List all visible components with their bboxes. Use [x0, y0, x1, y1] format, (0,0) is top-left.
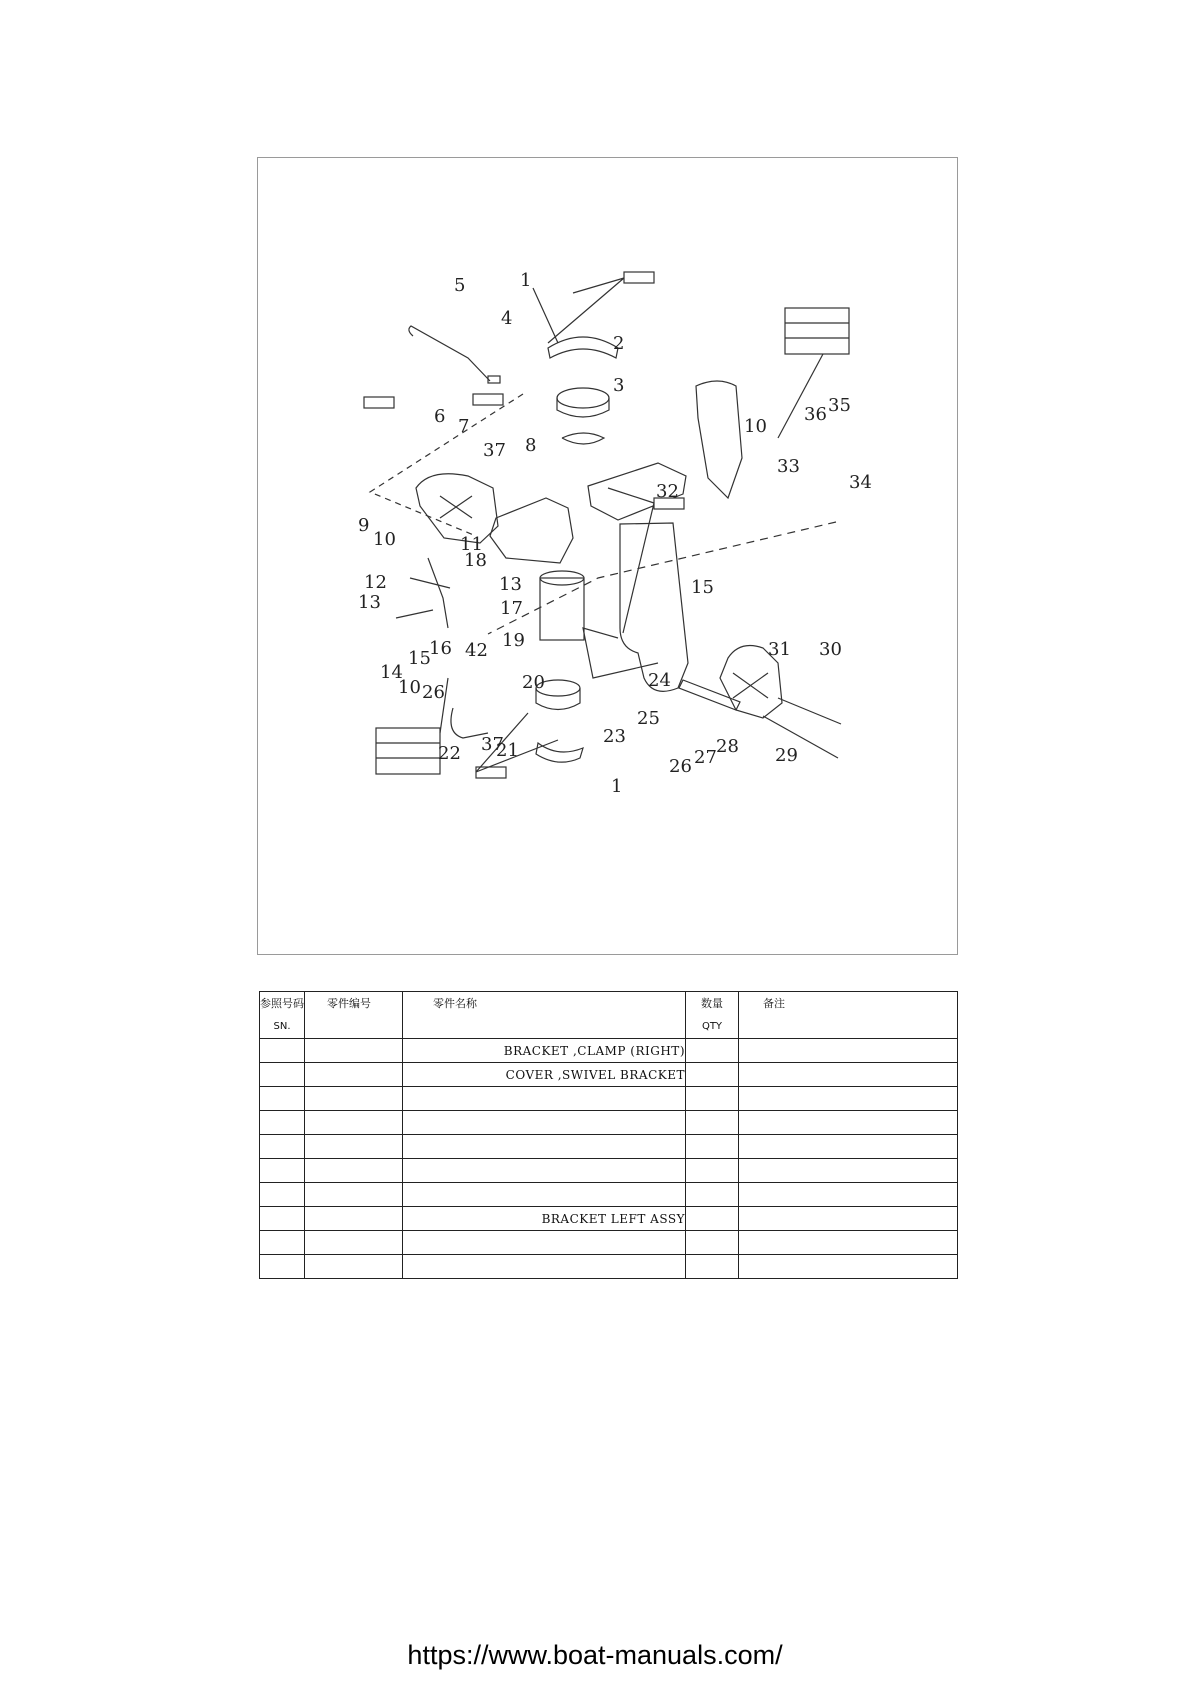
callout-5: 5	[454, 275, 466, 296]
cell-sn	[260, 1183, 305, 1207]
callout-10: 10	[398, 677, 421, 698]
callout-2: 2	[613, 333, 625, 354]
callout-20: 20	[522, 672, 545, 693]
parts-list-table	[259, 991, 958, 1279]
cell-remarks	[739, 1159, 958, 1183]
cell-remarks	[739, 1087, 958, 1111]
cell-sn	[260, 1159, 305, 1183]
rod-part	[409, 326, 490, 381]
callout-26: 26	[422, 682, 445, 703]
link-part	[428, 558, 448, 628]
cell-remarks	[739, 1207, 958, 1231]
callout-11: 11	[460, 534, 483, 555]
table-row	[260, 1087, 958, 1111]
callout-22: 22	[438, 743, 461, 764]
cell-part-name	[403, 1087, 686, 1111]
header-ref-no-en: SN.	[273, 1021, 291, 1032]
cell-remarks	[739, 1255, 958, 1279]
cell-sn	[260, 1039, 305, 1063]
callout-34: 34	[849, 472, 872, 493]
table-row	[260, 1063, 958, 1087]
cell-part-no	[305, 1039, 403, 1063]
cell-qty	[686, 1231, 739, 1255]
cell-sn	[260, 1087, 305, 1111]
callout-3: 3	[613, 375, 625, 396]
callout-4: 4	[501, 308, 513, 329]
table-row	[260, 1159, 958, 1183]
cell-qty	[686, 1207, 739, 1231]
cell-qty	[686, 1183, 739, 1207]
cell-qty	[686, 1111, 739, 1135]
callout-28: 28	[716, 736, 739, 757]
callout-27: 27	[694, 747, 717, 768]
callout-32: 32	[656, 481, 679, 502]
cell-remarks	[739, 1231, 958, 1255]
cell-part-no	[305, 1159, 403, 1183]
callout-42: 42	[465, 640, 488, 661]
callout-1: 1	[611, 776, 623, 797]
table-row	[260, 1135, 958, 1159]
table-row	[260, 1255, 958, 1279]
cell-sn	[260, 1255, 305, 1279]
cell-part-name: BRACKET ,CLAMP (RIGHT)	[403, 1039, 686, 1063]
cell-remarks	[739, 1063, 958, 1087]
callout-29: 29	[775, 745, 798, 766]
callout-8: 8	[525, 435, 537, 456]
callout-13: 13	[499, 574, 522, 595]
callout-9: 9	[358, 515, 370, 536]
header-ref-no: 参照号码	[260, 997, 304, 1010]
header-part-name: 零件名称	[433, 997, 477, 1010]
cell-qty	[686, 1063, 739, 1087]
callout-10: 10	[373, 529, 396, 550]
header-qty: 数量	[701, 997, 723, 1010]
cell-part-name	[403, 1159, 686, 1183]
cell-sn	[260, 1063, 305, 1087]
table-header-row	[260, 992, 958, 1039]
callout-31: 31	[768, 639, 791, 660]
table-row	[260, 1183, 958, 1207]
spring-part	[562, 433, 604, 444]
cell-qty	[686, 1039, 739, 1063]
callout-19: 19	[502, 630, 525, 651]
callout-23: 23	[603, 726, 626, 747]
diagram-drawing	[258, 158, 959, 956]
nut-part	[488, 376, 500, 383]
callout-36: 36	[804, 404, 827, 425]
tilt-bracket-part	[696, 381, 742, 498]
cell-qty	[686, 1087, 739, 1111]
callout-13: 13	[358, 592, 381, 613]
table-row	[260, 1207, 958, 1231]
callout-6: 6	[434, 406, 446, 427]
cell-sn	[260, 1207, 305, 1231]
callout-16: 16	[429, 638, 452, 659]
cell-part-name	[403, 1135, 686, 1159]
cell-part-no	[305, 1183, 403, 1207]
footer-url: https://www.boat-manuals.com/	[407, 1640, 783, 1670]
cell-part-no	[305, 1231, 403, 1255]
cell-part-name	[403, 1183, 686, 1207]
table-row	[260, 1039, 958, 1063]
swivel-tube-part	[620, 523, 688, 691]
callout-10: 10	[744, 416, 767, 437]
callout-30: 30	[819, 639, 842, 660]
cell-remarks	[739, 1111, 958, 1135]
cell-part-no	[305, 1063, 403, 1087]
callout-35: 35	[828, 395, 851, 416]
callout-17: 17	[500, 598, 523, 619]
shaft-part	[540, 578, 584, 640]
table-row	[260, 1231, 958, 1255]
cell-part-no	[305, 1255, 403, 1279]
cell-part-name	[403, 1255, 686, 1279]
bolt-part	[778, 698, 841, 724]
cell-part-no	[305, 1111, 403, 1135]
cell-part-name	[403, 1111, 686, 1135]
header-remarks: 备注	[763, 997, 785, 1010]
collar-part	[557, 388, 609, 408]
cell-qty	[686, 1255, 739, 1279]
callout-25: 25	[637, 708, 660, 729]
cell-part-no	[305, 1135, 403, 1159]
cell-remarks	[739, 1039, 958, 1063]
cell-sn	[260, 1135, 305, 1159]
table-row	[260, 1111, 958, 1135]
cell-part-no	[305, 1207, 403, 1231]
cell-part-name	[403, 1231, 686, 1255]
callout-33: 33	[777, 456, 800, 477]
cell-part-name: COVER ,SWIVEL BRACKET	[403, 1063, 686, 1087]
cell-remarks	[739, 1183, 958, 1207]
callout-37: 37	[481, 734, 504, 755]
cell-qty	[686, 1135, 739, 1159]
callout-1: 1	[520, 270, 532, 291]
callout-37: 37	[483, 440, 506, 461]
callout-24: 24	[648, 670, 671, 691]
callout-14: 14	[380, 662, 403, 683]
cell-part-name: BRACKET LEFT ASSY	[403, 1207, 686, 1231]
cell-sn	[260, 1111, 305, 1135]
callout-15: 15	[408, 648, 431, 669]
header-qty-en: QTY	[701, 1021, 723, 1032]
swivel-bracket-part	[490, 498, 573, 563]
callout-12: 12	[364, 572, 387, 593]
callout-21: 21	[496, 740, 519, 761]
cell-qty	[686, 1159, 739, 1183]
bushing-part	[548, 337, 618, 358]
cell-part-no	[305, 1087, 403, 1111]
callout-7: 7	[458, 416, 470, 437]
header-part-no: 零件编号	[327, 997, 371, 1010]
callout-18: 18	[464, 550, 487, 571]
exploded-parts-diagram	[257, 157, 958, 955]
callout-26: 26	[669, 756, 692, 777]
cell-remarks	[739, 1135, 958, 1159]
callout-15: 15	[691, 577, 714, 598]
cell-sn	[260, 1231, 305, 1255]
